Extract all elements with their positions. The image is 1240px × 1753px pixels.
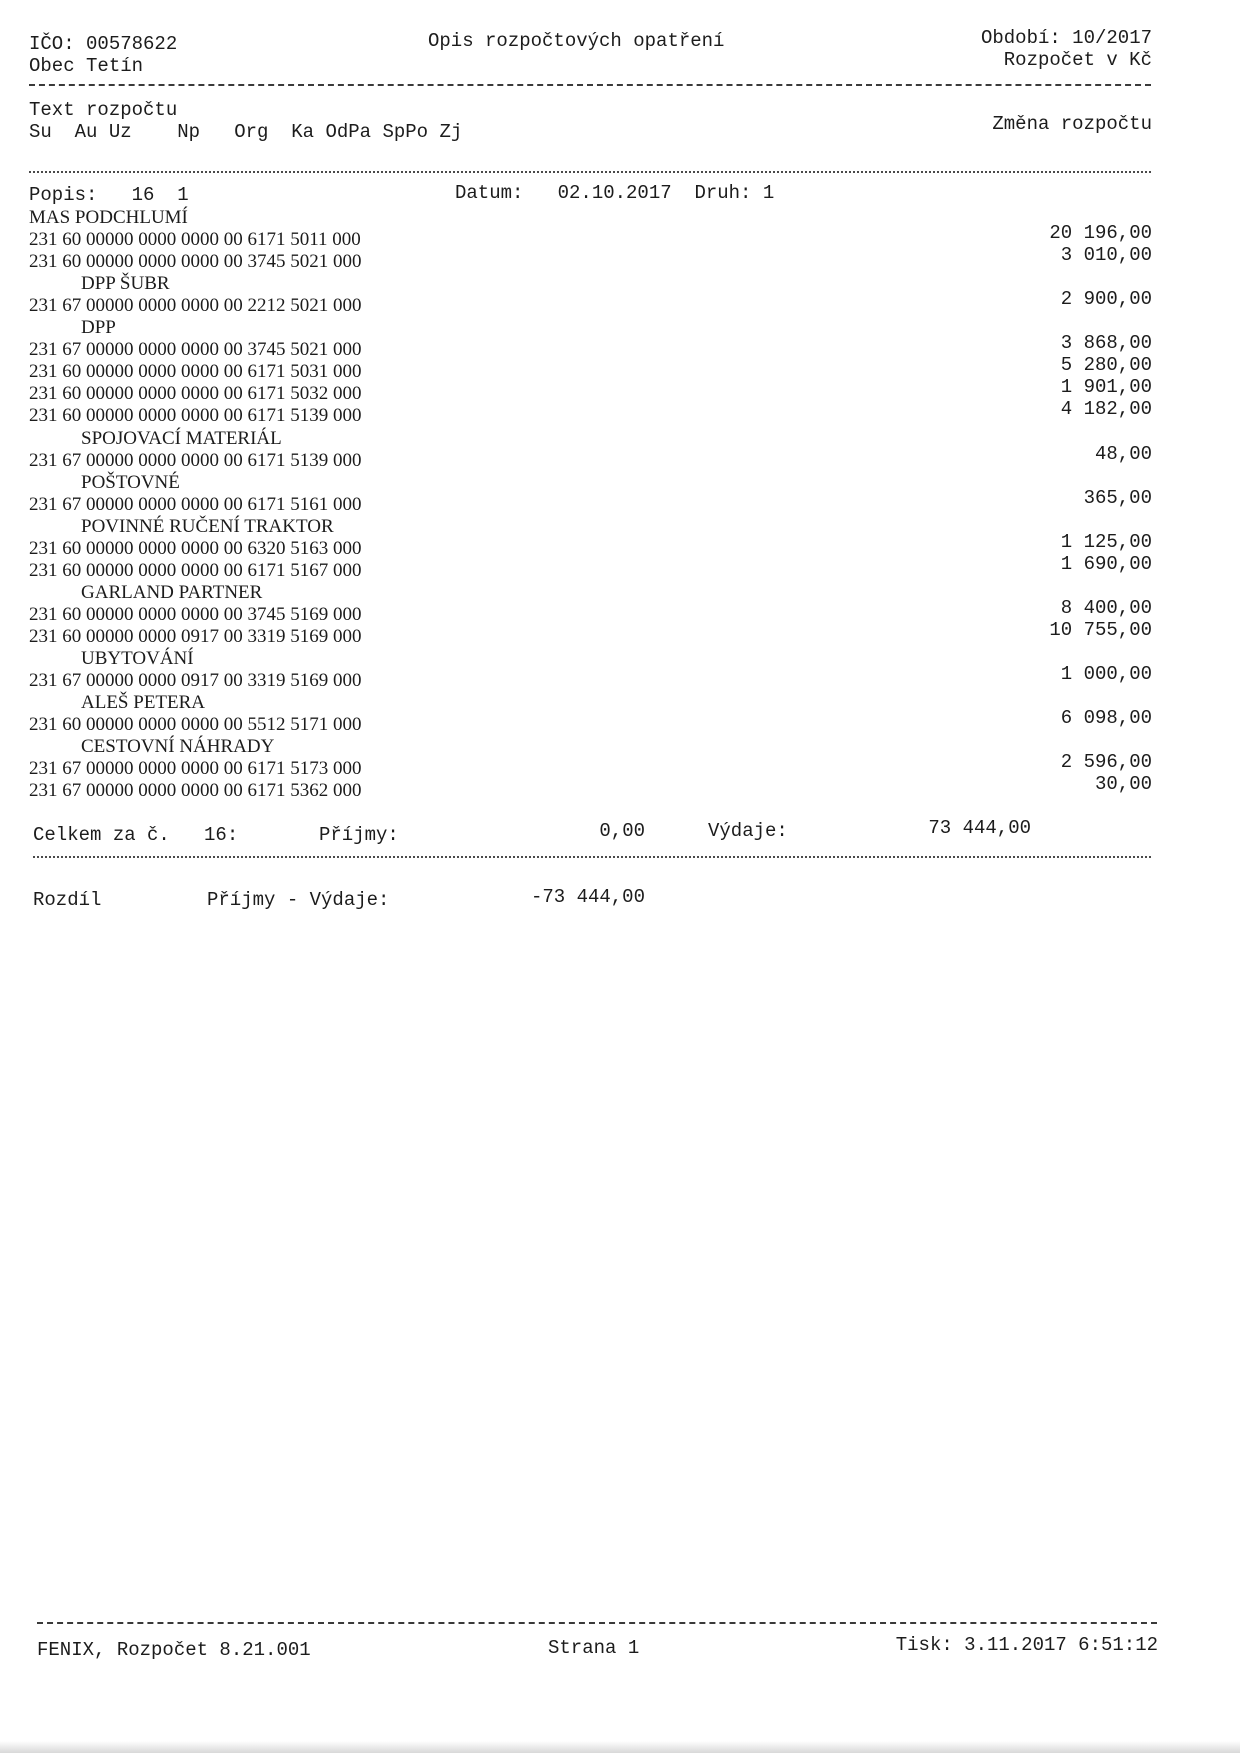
line-amount: 1 000,00 <box>1060 663 1152 685</box>
scan-edge-shadow <box>0 1741 1240 1753</box>
line-code: 231 60 00000 0000 0000 00 5512 5171 000 <box>29 714 362 735</box>
line-code: 231 67 00000 0000 0000 00 6171 5362 000 <box>29 780 362 801</box>
line-amount: 10 755,00 <box>1049 619 1152 641</box>
line-code: 231 67 00000 0000 0000 00 6171 5161 000 <box>29 494 362 515</box>
line-code: 231 60 00000 0000 0917 00 3319 5169 000 <box>29 626 362 647</box>
line-amount: 6 098,00 <box>1060 707 1152 729</box>
line-description: UBYTOVÁNÍ <box>81 648 194 669</box>
print-timestamp: Tisk: 3.11.2017 6:51:12 <box>895 1634 1158 1656</box>
income-value: 0,00 <box>599 820 645 842</box>
line-code: 231 67 00000 0000 0917 00 3319 5169 000 <box>29 670 362 691</box>
line-amount: 48,00 <box>1094 443 1152 465</box>
line-description: DPP ŠUBR <box>81 273 170 294</box>
line-amount: 4 182,00 <box>1060 398 1152 420</box>
line-code: 231 67 00000 0000 0000 00 6171 5139 000 <box>29 450 362 471</box>
period-label: Období: 10/2017 <box>980 27 1152 49</box>
line-amount: 365,00 <box>1083 487 1152 509</box>
budget-codes-column-labels: Su Au Uz Np Org Ka OdPa SpPo Zj <box>29 121 463 143</box>
columns-divider <box>29 171 1151 173</box>
line-amount: 3 868,00 <box>1060 332 1152 354</box>
line-amount: 2 596,00 <box>1060 751 1152 773</box>
totals-divider <box>33 856 1151 858</box>
line-amount: 3 010,00 <box>1060 244 1152 266</box>
budget-change-column-label: Změna rozpočtu <box>992 113 1152 135</box>
line-code: 231 60 00000 0000 0000 00 6171 5011 000 <box>29 229 361 250</box>
difference-label: Rozdíl <box>33 889 102 911</box>
line-code: 231 67 00000 0000 0000 00 2212 5021 000 <box>29 295 362 316</box>
line-amount: 1 125,00 <box>1060 531 1152 553</box>
footer-divider <box>37 1622 1157 1624</box>
line-code: 231 67 00000 0000 0000 00 3745 5021 000 <box>29 339 362 360</box>
ico-label: IČO: 00578622 <box>29 33 178 55</box>
line-description: POŠTOVNÉ <box>81 472 180 493</box>
line-code: 231 60 00000 0000 0000 00 6171 5167 000 <box>29 560 362 581</box>
line-code: 231 60 00000 0000 0000 00 3745 5021 000 <box>29 251 362 272</box>
line-code: 231 60 00000 0000 0000 00 6171 5139 000 <box>29 405 362 426</box>
header-divider <box>29 84 1151 86</box>
line-description: GARLAND PARTNER <box>81 582 263 603</box>
line-amount: 1 690,00 <box>1060 553 1152 575</box>
expense-value: 73 444,00 <box>928 817 1031 839</box>
total-label: Celkem za č. 16: <box>33 824 239 846</box>
line-code: 231 67 00000 0000 0000 00 6171 5173 000 <box>29 758 362 779</box>
budget-unit-label: Rozpočet v Kč <box>1003 49 1152 71</box>
line-amount: 5 280,00 <box>1060 354 1152 376</box>
line-description: POVINNÉ RUČENÍ TRAKTOR <box>81 516 334 537</box>
line-code: 231 60 00000 0000 0000 00 6320 5163 000 <box>29 538 362 559</box>
line-code: 231 60 00000 0000 0000 00 6171 5031 000 <box>29 361 362 382</box>
measure-number: Popis: 16 1 <box>29 184 189 206</box>
line-amount: 30,00 <box>1094 773 1152 795</box>
income-label: Příjmy: <box>319 824 399 846</box>
line-amount: 1 901,00 <box>1060 376 1152 398</box>
line-code: 231 60 00000 0000 0000 00 6171 5032 000 <box>29 383 362 404</box>
line-description: SPOJOVACÍ MATERIÁL <box>81 428 282 449</box>
line-description: DPP <box>81 317 116 338</box>
municipality-name: Obec Tetín <box>29 55 144 77</box>
software-version: FENIX, Rozpočet 8.21.001 <box>37 1639 311 1661</box>
document-title: Opis rozpočtových opatření <box>428 30 725 52</box>
line-description: MAS PODCHLUMÍ <box>29 207 188 228</box>
line-amount: 2 900,00 <box>1060 288 1152 310</box>
budget-text-column-label: Text rozpočtu <box>29 99 178 121</box>
difference-value: -73 444,00 <box>530 886 645 908</box>
page-number: Strana 1 <box>548 1637 640 1659</box>
measure-date-and-type: Datum: 02.10.2017 Druh: 1 <box>455 182 775 204</box>
line-amount: 8 400,00 <box>1060 597 1152 619</box>
difference-formula: Příjmy - Výdaje: <box>207 889 390 911</box>
expense-label: Výdaje: <box>708 820 788 842</box>
line-code: 231 60 00000 0000 0000 00 3745 5169 000 <box>29 604 362 625</box>
line-description: CESTOVNÍ NÁHRADY <box>81 736 275 757</box>
line-description: ALEŠ PETERA <box>81 692 206 713</box>
line-amount: 20 196,00 <box>1049 222 1152 244</box>
